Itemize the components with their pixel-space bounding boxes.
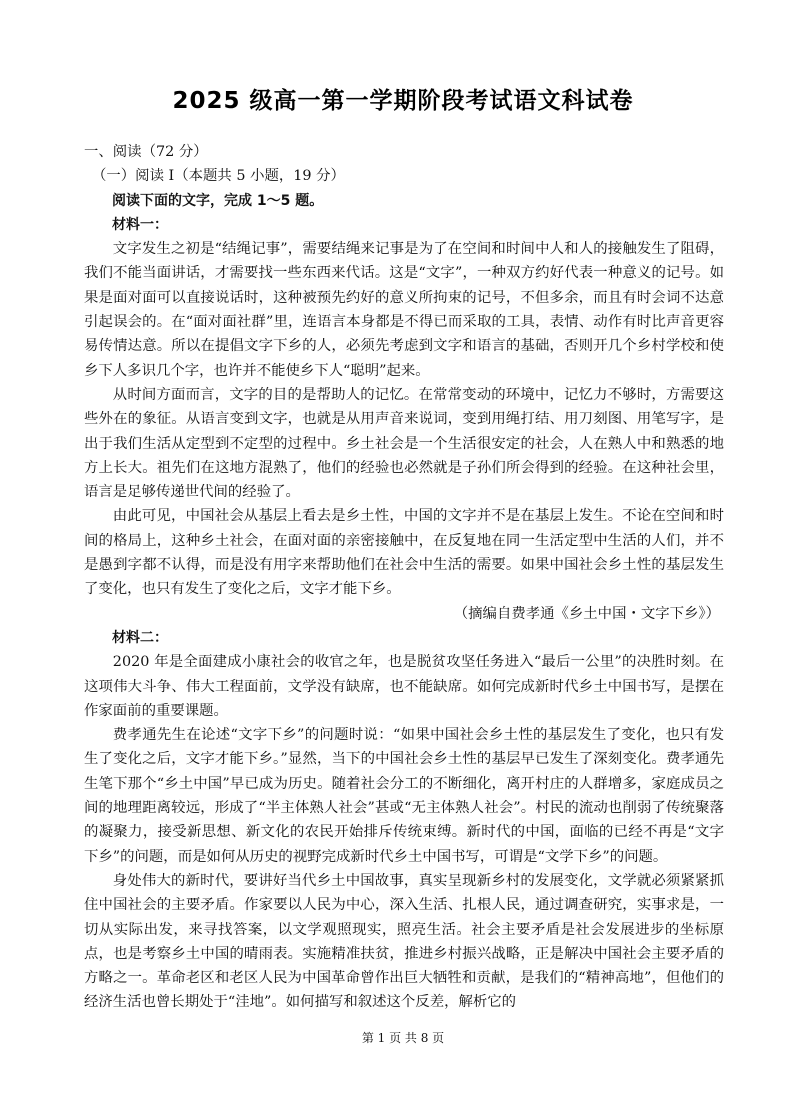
material2-paragraph: 身处伟大的新时代，要讲好当代乡土中国故事，真实呈现新乡村的发展变化，文学就必须紧紧抓住中国社会的主要矛盾。作家要以人民为中心，深入生活、扎根人民，通过调查研究，实事求是，一切从实际出发，来寻找答案，以文学观照现实，照亮生活。社会主要矛盾是社会发展进步的坐标原点，也是考察乡土中国的晴雨表。实施精准扶贫，推进乡村振兴战略，正是解决中国社会主要矛盾的方略之一。革命老区和老区人民为中国革命曾作出巨大牺牲和贡献，是我们的“精神高地”，但他们的经济生活也曾长期处于“洼地”。如何描写和叙述这个反差，解析它的 (84, 872, 724, 1011)
material1-label: 材料一： (112, 216, 168, 233)
page-content (84, 140, 724, 1015)
instruction: 阅读下面的文字，完成 1～5 题。 (112, 192, 324, 209)
material1-paragraph: 从时间方面而言，文字的目的是帮助人的记忆。在常常变动的环境中，记忆力不够时，方需要这些外在的象征。从语言变到文字，也就是从用声音来说词，变到用绳打结、用刀刻图、用笔写字，是出于我们生活从定型到不定型的过程中。乡土社会是一个生活很安定的社会，人在熟人中和熟悉的地方上长大。祖先们在这地方混熟了，他们的经验也必然就是子孙们所会得到的经验。在这种社会里，语言是足够传递世代间的经验了。 (84, 386, 724, 501)
material2-paragraph: 费孝通先生在论述“文字下乡”的问题时说：“如果中国社会乡土性的基层发生了变化，也只有发生了变化之后，文字才能下乡。”显然，当下的中国社会乡土性的基层早已发生了深刻变化。费孝通先生笔下那个“乡土中国”早已成为历史。随着社会分工的不断细化，离开村庄的人群增多，家庭成员之间的地理距离较远，形成了“半主体熟人社会”甚或“无主体熟人社会”。村民的流动也削弱了传统聚落的凝聚力，接受新思想、新文化的农民开始排斥传统束缚。新时代的中国，面临的已经不再是“文字下乡”的问题，而是如何从历史的视野完成新时代乡土中国书写，可谓是“文学下乡”的问题。 (84, 727, 724, 865)
page-footer: 第 1 页 共 8 页 (361, 1031, 445, 1045)
section-heading: 一、阅读（72 分） (84, 144, 208, 160)
material1-paragraph: 由此可见，中国社会从基层上看去是乡土性，中国的文字并不是在基层上发生。不论在空间和时间的格局上，这种乡土社会，在面对面的亲密接触中，在反复地在同一生活定型中生活的人们，并不是愚到字都不认得，而是没有用字来帮助他们在社会中生活的需要。如果中国社会乡土性的基层发生了变化，也只有发生了变化之后，文字才能下乡。 (84, 508, 724, 598)
material2-paragraph: 2020 年是全面建成小康社会的收官之年，也是脱贫攻坚任务进入“最后一公里”的决胜时刻。在这项伟大斗争、伟大工程面前，文学没有缺席，也不能缺席。如何完成新时代乡土中国书写，是摆在作家面前的重要课题。 (84, 654, 724, 719)
subsection-heading: （一）阅读 Ⅰ（本题共 5 小题，19 分） (92, 168, 345, 185)
material1-paragraph: 文字发生之初是“结绳记事”，需要结绳来记事是为了在空间和时间中人和人的接触发生了阻碍，我们不能当面讲话，才需要找一些东西来代话。这是“文字”，一种双方约好代表一种意义的记号。如果是面对面可以直接说话时，这种被预先约好的意义所拘束的记号，不但多余，而且有时会词不达意引起误会的。在“面对面社群”里，连语言本身都是不得已而采取的工具，表情、动作有时比声音更容易传情达意。所以在提倡文字下乡的人，必须先考虑到文字和语言的基础，否则开几个乡村学校和使乡下人多识几个字，也许并不能使乡下人“聪明”起来。 (84, 241, 724, 379)
material1-source: （摘编自费孝通《乡土中国・文字下乡》） (453, 605, 720, 622)
page-title: 2025 级高一第一学期阶段考试语文科试卷 (172, 88, 634, 114)
material2-label: 材料二： (112, 629, 168, 646)
